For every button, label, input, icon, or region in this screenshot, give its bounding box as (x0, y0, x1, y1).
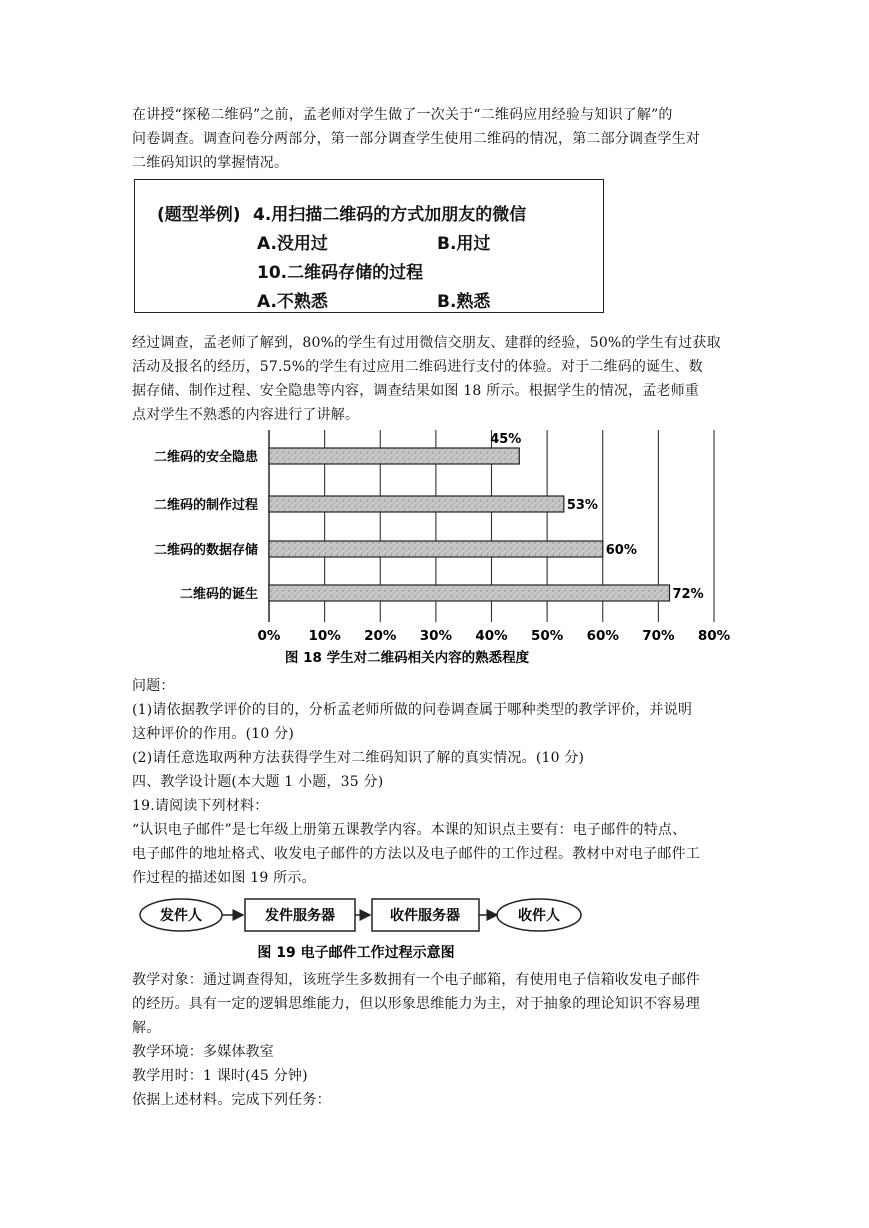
flow-node-receive-server-label: 收件服务器 (390, 908, 460, 924)
findings-line: 据存储、制作过程、安全隐患等内容，调查结果如图 18 所示。根据学生的情况，孟老师重 (132, 383, 700, 399)
material-paragraph (132, 818, 738, 890)
flow-node-receiver-label: 收件人 (518, 908, 560, 924)
figure-18-caption: 图 18 学生对二维码相关内容的熟悉程度 (284, 650, 530, 666)
chart-x-tick-label: 70% (642, 628, 675, 644)
chart-value-label: 72% (672, 587, 704, 602)
question-2: (2)请任意选取两种方法获得学生对二维码知识了解的真实情况。(10 分) (132, 750, 585, 766)
chart-x-tick-label: 0% (257, 628, 281, 644)
material-line: 作过程的描述如图 19 所示。 (132, 870, 316, 886)
findings-line: 点对学生不熟悉的内容进行了讲解。 (132, 407, 360, 423)
findings-paragraph (132, 331, 738, 427)
chart-value-label: 60% (605, 543, 637, 558)
material-line: “认识电子邮件”是七年级上册第五课教学内容。本课的知识点主要有：电子邮件的特点、 (132, 822, 687, 838)
tail-line: 依据上述材料。完成下列任务： (132, 1092, 331, 1108)
question-1-line: 这种评价的作用。(10 分) (132, 726, 294, 742)
chart-bar (269, 585, 670, 601)
question-1-line: (1)请依据教学评价的目的，分析孟老师所做的问卷调查属于哪种类型的教学评价，并说明 (132, 702, 693, 718)
figure-18-bar-chart (0, 428, 869, 678)
intro-paragraph (132, 103, 738, 175)
tail-line: 教学用时：1 课时(45 分钟) (132, 1068, 308, 1084)
chart-x-tick-label: 10% (308, 628, 341, 644)
chart-x-tick-label: 60% (586, 628, 619, 644)
tail-line: 解。 (132, 1020, 161, 1036)
intro-line: 在讲授“探秘二维码”之前，孟老师对学生做了一次关于“二维码应用经验与知识了解”的 (132, 107, 673, 123)
material-line: 电子邮件的地址格式、收发电子邮件的方法以及电子邮件的工作过程。教材中对电子邮件工 (132, 846, 700, 862)
question-19: 19.请阅读下列材料： (132, 798, 269, 814)
section-4-heading: 四、教学设计题(本大题 1 小题，35 分) (132, 774, 384, 790)
tail-line: 教学对象：通过调查得知，该班学生多数拥有一个电子邮箱，有使用电子信箱收发电子邮件 (132, 972, 700, 988)
sample-question-10: 10.二维码存储的过程 (257, 263, 424, 283)
flow-node-send-server-label: 发件服务器 (265, 908, 335, 924)
chart-category-label: 二维码的制作过程 (153, 498, 258, 513)
findings-line: 经过调查，孟老师了解到，80%的学生有过用微信交朋友、建群的经验，50%的学生有过获取 (132, 335, 721, 351)
tail-line: 的经历。具有一定的逻辑思维能力，但以形象思维能力为主，对于抽象的理论知识不容易理 (132, 996, 700, 1012)
chart-bar (269, 448, 519, 464)
sample-q10-option-b: B.熟悉 (437, 292, 491, 312)
chart-category-label: 二维码的安全隐患 (153, 450, 258, 465)
chart-value-label: 45% (490, 432, 522, 447)
sample-q10-option-a: A.不熟悉 (257, 292, 328, 312)
sample-question-box (134, 179, 604, 313)
figure-19-flow-diagram (0, 893, 869, 973)
chart-x-tick-label: 80% (697, 628, 731, 644)
flow-node-sender-label: 发件人 (160, 908, 202, 924)
sample-prefix: (题型举例) (157, 205, 241, 225)
chart-bar (269, 496, 564, 512)
findings-line: 活动及报名的经历，57.5%的学生有过应用二维码进行支付的体验。对于二维码的诞生、数 (132, 359, 703, 375)
chart-bar (269, 541, 603, 557)
sample-question-4: 4.用扫描二维码的方式加朋友的微信 (253, 205, 527, 225)
intro-line: 问卷调查。调查问卷分两部分，第一部分调查学生使用二维码的情况，第二部分调查学生对 (132, 131, 700, 147)
sample-q4-option-b: B.用过 (437, 234, 491, 254)
chart-x-tick-label: 30% (419, 628, 453, 644)
chart-value-label: 53% (566, 498, 598, 513)
chart-x-tick-label: 40% (475, 628, 508, 644)
chart-category-label: 二维码的数据存储 (153, 543, 258, 558)
chart-x-tick-label: 20% (364, 628, 397, 644)
questions-heading: 问题： (132, 678, 175, 694)
tail-line: 教学环境：多媒体教室 (132, 1044, 274, 1060)
questions-block (132, 674, 738, 818)
figure-19-caption: 图 19 电子邮件工作过程示意图 (257, 945, 455, 961)
intro-line: 二维码知识的掌握情况。 (132, 155, 289, 171)
sample-q4-option-a: A.没用过 (257, 234, 328, 254)
tail-paragraph (132, 968, 738, 1112)
chart-x-tick-label: 50% (530, 628, 564, 644)
chart-category-label: 二维码的诞生 (179, 587, 258, 602)
